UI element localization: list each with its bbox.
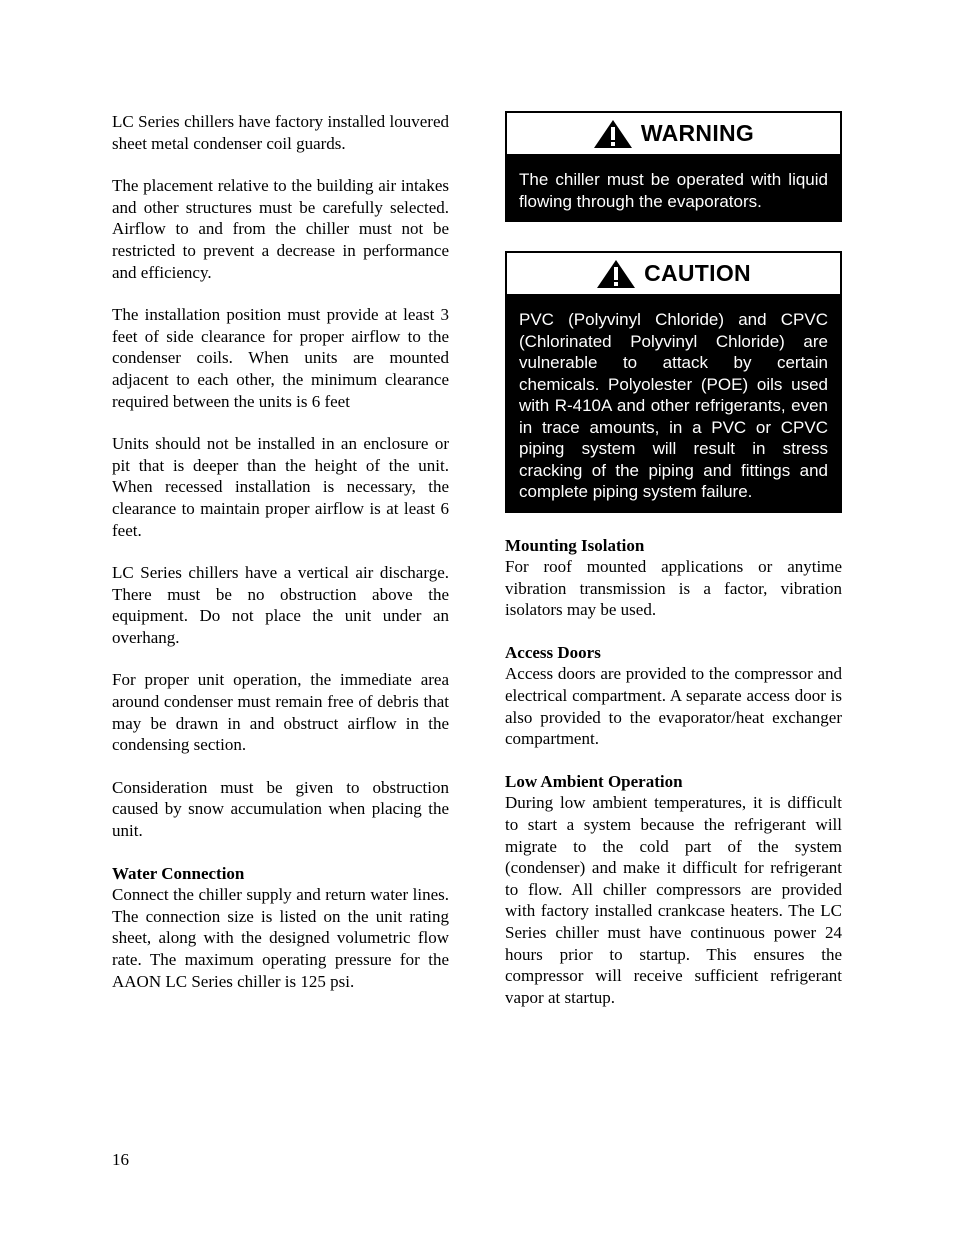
warning-triangle-icon [593,119,633,149]
caution-title: CAUTION [644,260,751,286]
caution-box [505,251,842,513]
caution-header [507,253,840,294]
warning-title: WARNING [640,120,755,146]
section-heading-mounting-isolation: Mounting Isolation [505,535,645,555]
body-paragraph: LC Series chillers have a vertical air discharge. There must be no obstruction above the equipment. Do not place the unit under an overhang. [112,563,449,647]
water-connection-text: Connect the chiller supply and return water lines. The connection size is listed on the unit rating sheet, along with the designed volumetric flow rate. The maximum operating pressure for the AAON LC Series chiller is 125 psi. [112,885,449,991]
section-heading-water-connection: Water Connection [112,863,245,883]
body-paragraph: The placement relative to the building air intakes and other structures must be carefully selected. Airflow to and from the chiller must not be restricted to prevent a decrease in performance and efficiency. [112,176,449,282]
low-ambient-operation-text: During low ambient temperatures, it is difficult to start a system because the refrigerant will migrate to the cold part of the system (condenser) and make it difficult for refrigerant to flow. All chiller compressors are provided with factory installed crankcase heaters. The LC Series chiller must have continuous power 24 hours prior to startup. This ensures the compressor will receive sufficient refrigerant vapor at startup. [505,793,842,1007]
warning-box [505,111,842,222]
warning-header [507,113,840,154]
section-heading-low-ambient-operation: Low Ambient Operation [505,771,683,791]
body-paragraph: The installation position must provide at least 3 feet of side clearance for proper airflow to the condenser coils. When units are mounted adjacent to each other, the minimum clearance required between the units is 6 feet [112,305,449,411]
section-heading-access-doors: Access Doors [505,642,601,662]
body-paragraph: Units should not be installed in an enclosure or pit that is deeper than the height of the unit. When recessed installation is necessary, the clearance to maintain proper airflow is at least 6 feet. [112,434,449,540]
warning-text: The chiller must be operated with liquid flowing through the evaporators. [519,170,828,211]
right-column [505,111,842,1029]
body-paragraph: LC Series chillers have factory installed louvered sheet metal condenser coil guards. [112,112,449,153]
mounting-isolation-text: For roof mounted applications or anytime vibration transmission is a factor, vibration isolators may be used. [505,557,842,620]
caution-text: PVC (Polyvinyl Chloride) and CPVC (Chlorinated Polyvinyl Chloride) are vulnerable to attack by certain chemicals. Polyolester (POE) oils used with R-410A and other refrigerants, even in trace amounts, in a PVC or CPVC piping system will result in stress cracking of the piping and fittings and complete piping system failure. [519,310,828,501]
access-doors-text: Access doors are provided to the compressor and electrical compartment. A separate access door is also provided to the evaporator/heat exchanger compartment. [505,664,842,749]
body-paragraph: For proper unit operation, the immediate area around condenser must remain free of debris that may be drawn in and obstruct airflow in the condensing section. [112,670,449,755]
page-number: 16 [112,1150,129,1169]
body-paragraph: Consideration must be given to obstruction caused by snow accumulation when placing the unit. [112,777,449,841]
warning-triangle-icon [596,259,636,289]
left-column [112,111,449,1013]
